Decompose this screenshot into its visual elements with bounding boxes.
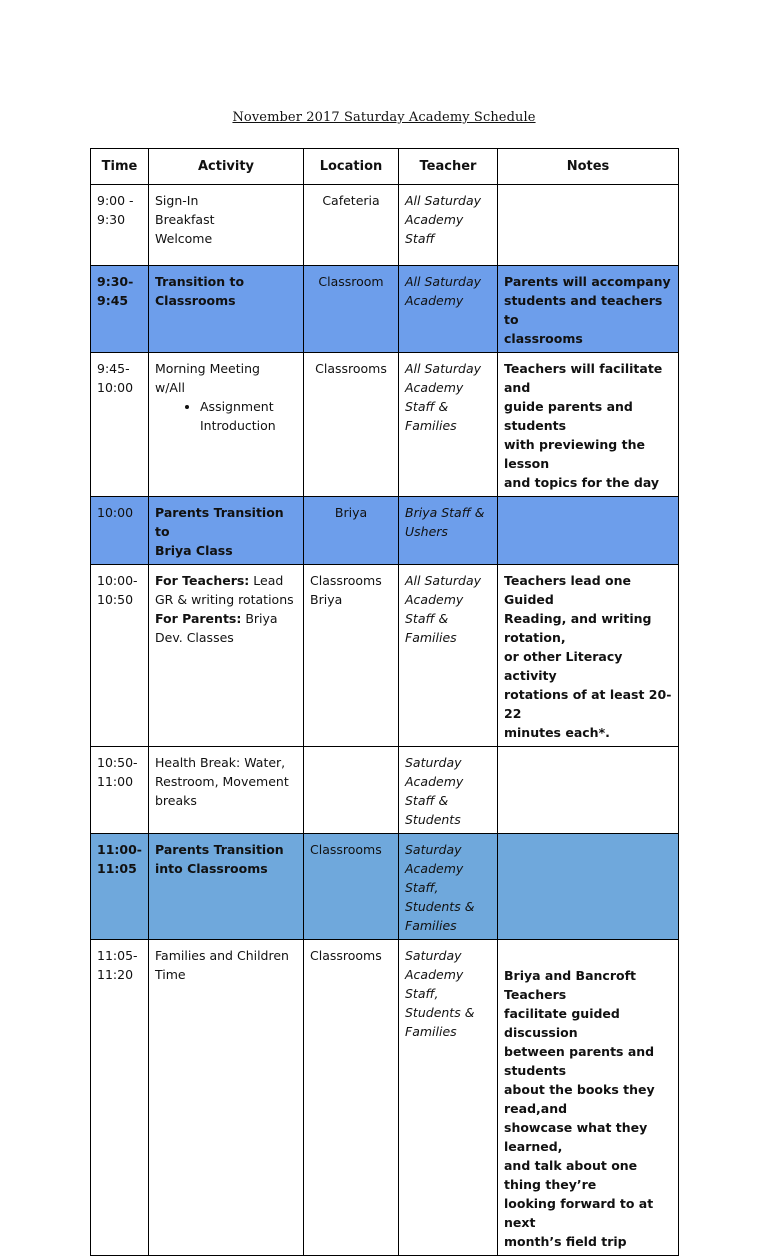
teacher-line: Academy [405, 293, 464, 308]
time-start: 10:00 [97, 505, 134, 520]
table-row [91, 747, 679, 834]
teacher-cell [399, 353, 498, 497]
notes-cell [498, 497, 679, 565]
notes-line: or other Literacy activity [504, 649, 623, 683]
teacher-line: Families [405, 918, 457, 933]
location-cell [304, 747, 399, 834]
time-start: 9:00 - [97, 193, 134, 208]
activity-cell [149, 353, 304, 497]
location-cell: Briya [304, 497, 399, 565]
teacher-cell [399, 497, 498, 565]
table-row [91, 834, 679, 940]
table-row [91, 353, 679, 497]
page-title: November 2017 Saturday Academy Schedule [232, 110, 536, 125]
time-cell [91, 497, 149, 565]
table-row [91, 185, 679, 266]
teacher-cell [399, 834, 498, 940]
for-teachers-label: For Teachers: [155, 573, 250, 588]
header-row [91, 149, 679, 185]
location-cell: Classrooms [304, 353, 399, 497]
header-time: Time [91, 149, 149, 185]
location-cell: Classrooms [304, 940, 399, 1256]
notes-line: Parents will accompany [504, 274, 671, 289]
location-cell: Classroom [304, 266, 399, 353]
notes-line: Reading, and writing rotation, [504, 611, 652, 645]
teacher-line: Saturday [405, 755, 462, 770]
time-cell [91, 940, 149, 1256]
teacher-line: All Saturday [405, 573, 482, 588]
table-row [91, 940, 679, 1256]
activity-line: Parents Transition [155, 842, 284, 857]
for-teachers-text: Lead GR & writing rotations [155, 573, 294, 607]
time-end: 11:20 [97, 967, 134, 982]
teacher-line: Families [405, 418, 457, 433]
teacher-cell [399, 266, 498, 353]
notes-line: about the books they read,and [504, 1082, 655, 1116]
time-cell [91, 834, 149, 940]
activity-cell [149, 747, 304, 834]
teacher-line: All Saturday [405, 193, 482, 208]
notes-line: classrooms [504, 331, 583, 346]
activity-cell [149, 497, 304, 565]
notes-line: facilitate guided discussion [504, 1006, 620, 1040]
time-end: 9:30 [97, 212, 126, 227]
notes-line: Teachers lead one Guided [504, 573, 631, 607]
teacher-cell [399, 565, 498, 747]
header-notes: Notes [498, 149, 679, 185]
notes-line: month’s field trip [504, 1234, 627, 1249]
notes-line: and topics for the day [504, 475, 660, 490]
notes-line: and talk about one thing they’re [504, 1158, 638, 1192]
location-line: Classrooms [310, 573, 382, 588]
activity-cell [149, 266, 304, 353]
teacher-line: Academy Staff & [405, 592, 464, 626]
time-end: 10:50 [97, 592, 134, 607]
teacher-line: Academy Staff & [405, 774, 464, 808]
teacher-line: Students [405, 812, 461, 827]
teacher-cell [399, 747, 498, 834]
notes-line: showcase what they learned, [504, 1120, 648, 1154]
for-parents-text: Briya Dev. Classes [155, 611, 278, 645]
time-end: 10:00 [97, 380, 134, 395]
teacher-line: Saturday [405, 842, 462, 857]
teacher-line: Families [405, 630, 457, 645]
time-cell [91, 747, 149, 834]
teacher-cell [399, 185, 498, 266]
teacher-line: Students & [405, 899, 475, 914]
teacher-line: Students & [405, 1005, 475, 1020]
notes-line: with previewing the lesson [504, 437, 645, 471]
location-line: Briya [310, 592, 343, 607]
notes-cell [498, 565, 679, 747]
activity-line: Breakfast [155, 212, 215, 227]
activity-line: Health Break: Water, [155, 755, 286, 770]
time-start: 9:45- [97, 361, 130, 376]
activity-line: Transition to [155, 274, 245, 289]
notes-line: minutes each*. [504, 725, 610, 740]
notes-cell [498, 266, 679, 353]
time-start: 10:50- [97, 755, 138, 770]
activity-cell [149, 834, 304, 940]
activity-line: Classrooms [155, 293, 236, 308]
activity-bullet-list [155, 397, 297, 435]
teacher-cell [399, 940, 498, 1256]
notes-line: students and teachers to [504, 293, 663, 327]
activity-line: Morning Meeting [155, 361, 260, 376]
notes-line: rotations of at least 20-22 [504, 687, 672, 721]
notes-cell [498, 747, 679, 834]
schedule-table [90, 148, 679, 1256]
time-start: 9:30- [97, 274, 134, 289]
time-cell [91, 565, 149, 747]
teacher-line: Briya Staff & [405, 505, 485, 520]
activity-line: Time [155, 967, 186, 982]
notes-line: guide parents and students [504, 399, 633, 433]
time-end: 9:45 [97, 293, 129, 308]
header-location: Location [304, 149, 399, 185]
header-activity: Activity [149, 149, 304, 185]
notes-cell [498, 834, 679, 940]
location-cell: Classrooms [304, 834, 399, 940]
notes-line: Teachers will facilitate and [504, 361, 663, 395]
teacher-line: Academy Staff [405, 212, 464, 246]
teacher-line: Academy Staff & [405, 380, 464, 414]
activity-line: Families and Children [155, 948, 289, 963]
activity-line: w/All [155, 380, 185, 395]
teacher-line: Saturday [405, 948, 462, 963]
time-end: 11:00 [97, 774, 134, 789]
location-cell [304, 565, 399, 747]
activity-line: Parents Transition to [155, 505, 284, 539]
notes-cell [498, 940, 679, 1256]
activity-line: breaks [155, 793, 197, 808]
activity-line: Welcome [155, 231, 213, 246]
notes-cell [498, 353, 679, 497]
teacher-line: Families [405, 1024, 457, 1039]
activity-cell [149, 940, 304, 1256]
location-cell: Cafeteria [304, 185, 399, 266]
for-parents-label: For Parents: [155, 611, 242, 626]
table-row [91, 565, 679, 747]
notes-cell [498, 185, 679, 266]
time-cell [91, 353, 149, 497]
teacher-line: All Saturday [405, 361, 482, 376]
time-start: 11:00- [97, 842, 142, 857]
notes-line: Briya and Bancroft Teachers [504, 968, 636, 1002]
time-start: 10:00- [97, 573, 138, 588]
teacher-line: Academy Staff, [405, 967, 464, 1001]
activity-bullet: • Assignment Introduction [200, 397, 297, 435]
activity-line: Restroom, Movement [155, 774, 289, 789]
header-teacher: Teacher [399, 149, 498, 185]
table-row [91, 266, 679, 353]
activity-cell [149, 565, 304, 747]
time-cell [91, 185, 149, 266]
time-cell [91, 266, 149, 353]
time-start: 11:05- [97, 948, 138, 963]
teacher-line: Academy Staff, [405, 861, 464, 895]
notes-line: between parents and students [504, 1044, 655, 1078]
teacher-line: All Saturday [405, 274, 482, 289]
activity-line: Briya Class [155, 543, 233, 558]
table-row [91, 497, 679, 565]
activity-cell [149, 185, 304, 266]
activity-line: Sign-In [155, 193, 199, 208]
activity-line: into Classrooms [155, 861, 268, 876]
teacher-line: Ushers [405, 524, 448, 539]
time-end: 11:05 [97, 861, 137, 876]
notes-line: looking forward to at next [504, 1196, 654, 1230]
